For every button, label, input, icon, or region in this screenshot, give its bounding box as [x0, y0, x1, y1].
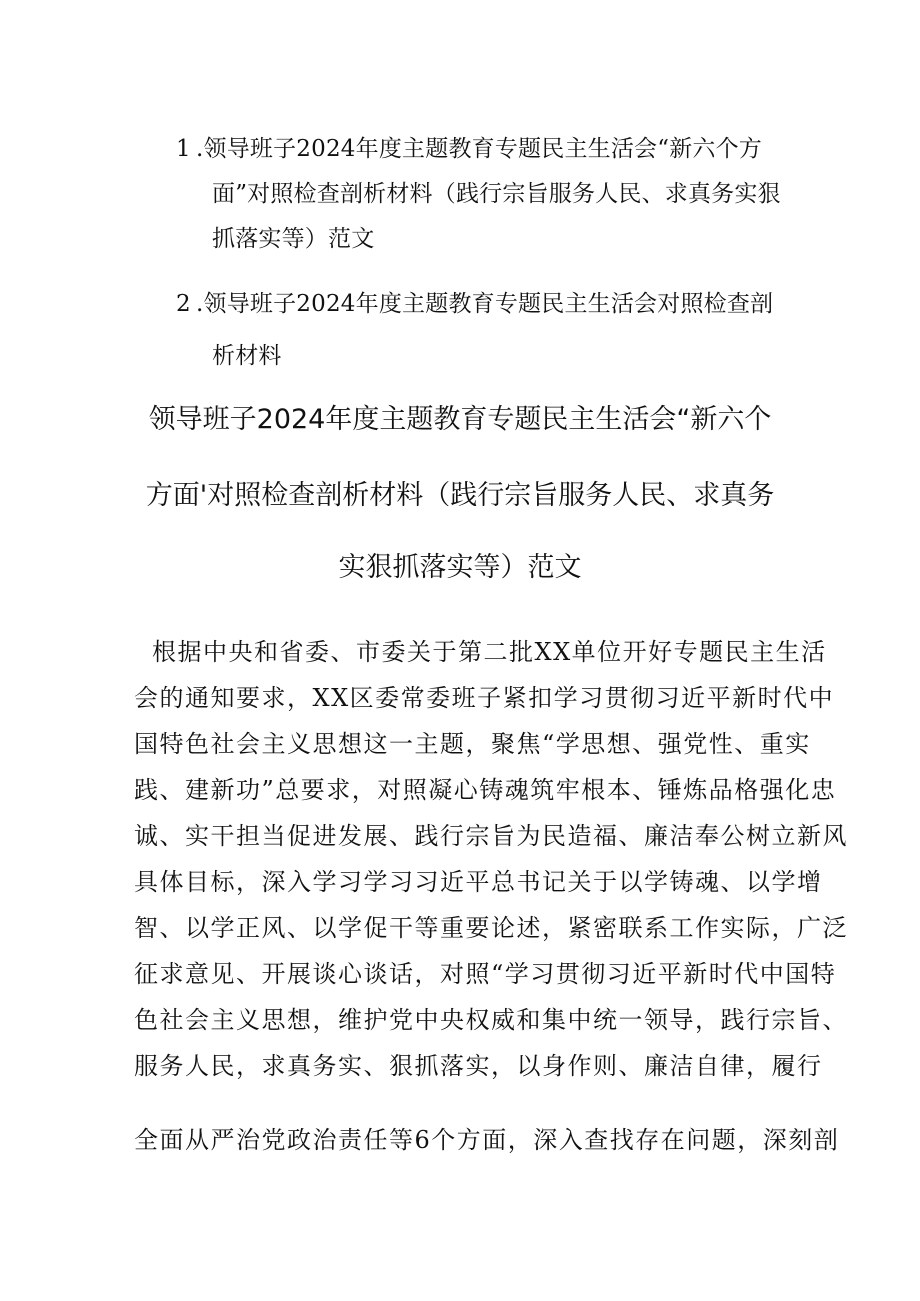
document-title-line: 方面'对照检查剖析材料（践行宗旨服务人民、求真务 — [145, 480, 775, 511]
body-line: 诚、实干担当促进发展、践行宗旨为民造福、廉洁奉公树立新风 — [134, 822, 848, 850]
toc-item-line: .领导班子2024年度主题教育专题民主生活会对照检查剖 — [196, 291, 774, 317]
body-line: 智、以学正风、以学促干等重要论述，紧密联系工作实际，广泛 — [134, 914, 848, 942]
toc-item-line: 面”对照检查剖析材料（践行宗旨服务人民、求真务实狠 — [212, 181, 781, 207]
body-line: 服务人民，求真务实、狠抓落实，以身作则、廉洁自律，履行 — [134, 1052, 823, 1080]
body-line: 根据中央和省委、市委关于第二批XX单位开好专题民主生活 — [152, 638, 827, 666]
toc-item-number: 1 — [176, 136, 191, 162]
body-line: 践、建新功”总要求，对照凝心铸魂筑牢根本、锤炼品格强化忠 — [134, 776, 837, 804]
toc-item-line: 析材料 — [212, 343, 282, 369]
toc-item-number: 2 — [176, 291, 191, 317]
document-title-line: 实狠抓落实等）范文 — [338, 552, 582, 583]
document-title-line: 领导班子2024年度主题教育专题民主生活会“新六个 — [148, 404, 772, 435]
toc-item-line: .领导班子2024年度主题教育专题民主生活会“新六个方 — [196, 136, 763, 162]
toc-item-line: 抓落实等）范文 — [212, 226, 375, 252]
body-line: 国特色社会主义思想这一主题，聚焦“学思想、强党性、重实 — [134, 730, 811, 758]
body-line: 具体目标，深入学习学习习近平总书记关于以学铸魂、以学增 — [134, 868, 823, 896]
body-line: 征求意见、开展谈心谈话，对照“学习贯彻习近平新时代中国特 — [134, 960, 837, 988]
body-line: 色社会主义思想，维护党中央权威和集中统一领导，践行宗旨、 — [134, 1006, 848, 1034]
body-line: 全面从严治党政治责任等6个方面，深入查找存在问题，深刻剖 — [134, 1126, 840, 1154]
body-line: 会的通知要求，XX区委常委班子紧扣学习贯彻习近平新时代中 — [134, 684, 835, 712]
